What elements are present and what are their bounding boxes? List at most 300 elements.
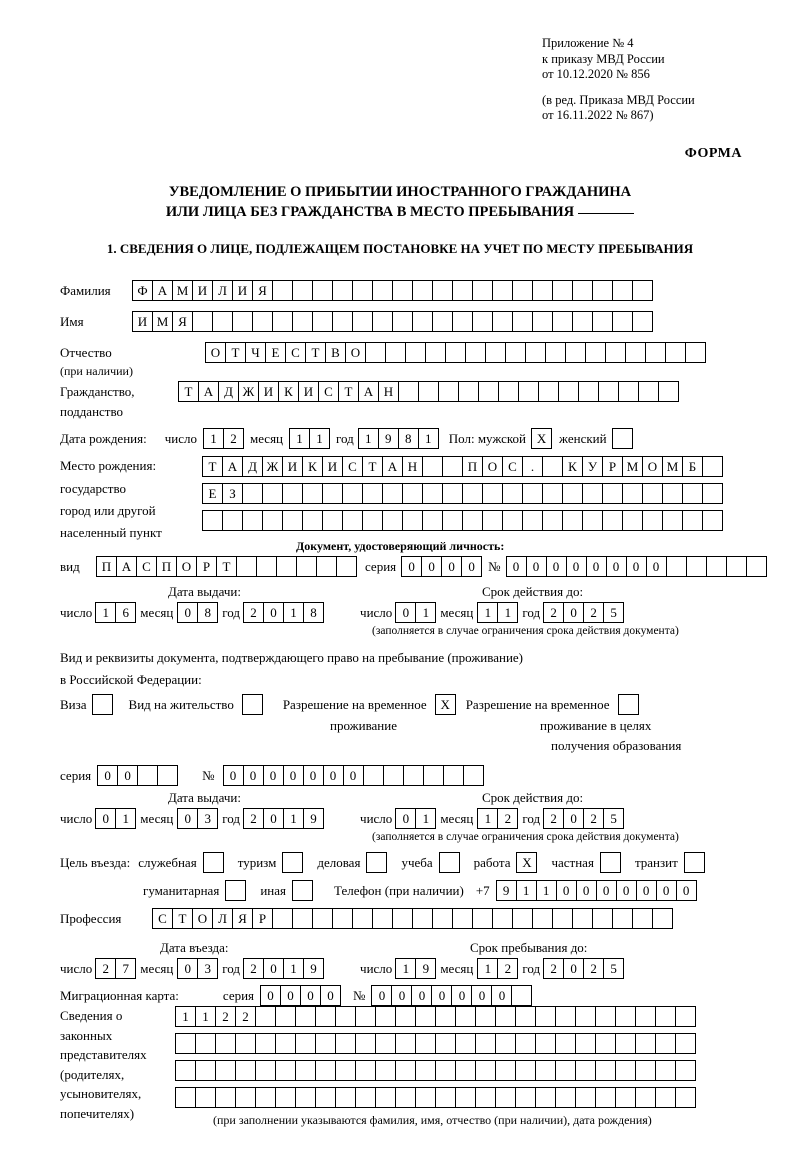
char-cell[interactable]: [442, 510, 463, 531]
char-cell[interactable]: 9: [415, 958, 436, 979]
sex-female-checkbox[interactable]: [612, 428, 633, 449]
char-cell[interactable]: [442, 456, 463, 477]
char-cell[interactable]: [592, 311, 613, 332]
char-cell[interactable]: И: [258, 381, 279, 402]
char-cell[interactable]: [392, 311, 413, 332]
char-cell[interactable]: [383, 765, 404, 786]
char-cell[interactable]: [422, 456, 443, 477]
char-cell[interactable]: [575, 1033, 596, 1054]
char-cell[interactable]: 0: [95, 808, 116, 829]
char-cell[interactable]: [662, 483, 683, 504]
char-cell[interactable]: Л: [212, 280, 233, 301]
migration-card-series-input[interactable]: [260, 985, 341, 1006]
char-cell[interactable]: [555, 1060, 576, 1081]
permit-number-input[interactable]: [223, 765, 484, 786]
char-cell[interactable]: [292, 311, 313, 332]
char-cell[interactable]: Ж: [262, 456, 283, 477]
char-cell[interactable]: [445, 342, 466, 363]
char-cell[interactable]: [602, 510, 623, 531]
char-cell[interactable]: 0: [263, 602, 284, 623]
char-cell[interactable]: М: [622, 456, 643, 477]
char-cell[interactable]: [575, 1087, 596, 1108]
char-cell[interactable]: Т: [178, 381, 199, 402]
char-cell[interactable]: [592, 908, 613, 929]
char-cell[interactable]: 1: [477, 958, 498, 979]
char-cell[interactable]: [332, 280, 353, 301]
char-cell[interactable]: [395, 1006, 416, 1027]
char-cell[interactable]: [655, 1060, 676, 1081]
entry-purpose-checkbox-иная[interactable]: [292, 880, 313, 901]
char-cell[interactable]: 2: [583, 808, 604, 829]
char-cell[interactable]: 0: [556, 880, 577, 901]
char-cell[interactable]: [615, 1060, 636, 1081]
char-cell[interactable]: [675, 1060, 696, 1081]
char-cell[interactable]: Н: [378, 381, 399, 402]
char-cell[interactable]: [157, 765, 178, 786]
char-cell[interactable]: [215, 1033, 236, 1054]
char-cell[interactable]: [582, 483, 603, 504]
identity-issue-month-input[interactable]: [177, 602, 218, 623]
char-cell[interactable]: М: [152, 311, 173, 332]
char-cell[interactable]: 2: [243, 808, 264, 829]
char-cell[interactable]: [175, 1087, 196, 1108]
char-cell[interactable]: И: [132, 311, 153, 332]
char-cell[interactable]: 1: [477, 602, 498, 623]
char-cell[interactable]: С: [152, 908, 173, 929]
entry-purpose-checkbox-работа[interactable]: X: [516, 852, 537, 873]
char-cell[interactable]: [302, 510, 323, 531]
char-cell[interactable]: 9: [496, 880, 517, 901]
char-cell[interactable]: [332, 908, 353, 929]
char-cell[interactable]: [535, 1006, 556, 1027]
char-cell[interactable]: [435, 1087, 456, 1108]
char-cell[interactable]: 0: [260, 985, 281, 1006]
char-cell[interactable]: [415, 1006, 436, 1027]
char-cell[interactable]: 9: [303, 808, 324, 829]
char-cell[interactable]: [615, 1033, 636, 1054]
char-cell[interactable]: [515, 1006, 536, 1027]
char-cell[interactable]: [485, 342, 506, 363]
char-cell[interactable]: [618, 381, 639, 402]
char-cell[interactable]: [276, 556, 297, 577]
char-cell[interactable]: [362, 483, 383, 504]
stay-day-input[interactable]: [395, 958, 436, 979]
char-cell[interactable]: [355, 1033, 376, 1054]
char-cell[interactable]: 1: [536, 880, 557, 901]
char-cell[interactable]: [635, 1087, 656, 1108]
char-cell[interactable]: [455, 1087, 476, 1108]
char-cell[interactable]: [405, 342, 426, 363]
char-cell[interactable]: 2: [583, 602, 604, 623]
char-cell[interactable]: [315, 1006, 336, 1027]
char-cell[interactable]: [275, 1033, 296, 1054]
char-cell[interactable]: [512, 908, 533, 929]
char-cell[interactable]: [495, 1087, 516, 1108]
char-cell[interactable]: [535, 1087, 556, 1108]
char-cell[interactable]: 8: [303, 602, 324, 623]
char-cell[interactable]: [435, 1060, 456, 1081]
char-cell[interactable]: [632, 280, 653, 301]
char-cell[interactable]: 1: [95, 602, 116, 623]
char-cell[interactable]: [137, 765, 158, 786]
identity-valid-day-input[interactable]: [395, 602, 436, 623]
char-cell[interactable]: [395, 1060, 416, 1081]
representatives-input-3[interactable]: [175, 1060, 696, 1081]
char-cell[interactable]: [335, 1033, 356, 1054]
char-cell[interactable]: 0: [676, 880, 697, 901]
char-cell[interactable]: 0: [506, 556, 527, 577]
permit-issue-day-input[interactable]: [95, 808, 136, 829]
char-cell[interactable]: [355, 1087, 376, 1108]
char-cell[interactable]: [342, 510, 363, 531]
char-cell[interactable]: П: [96, 556, 117, 577]
char-cell[interactable]: [312, 280, 333, 301]
char-cell[interactable]: [522, 510, 543, 531]
char-cell[interactable]: [478, 381, 499, 402]
char-cell[interactable]: 0: [656, 880, 677, 901]
char-cell[interactable]: [272, 908, 293, 929]
char-cell[interactable]: Т: [225, 342, 246, 363]
char-cell[interactable]: 1: [395, 958, 416, 979]
birth-year-input[interactable]: [358, 428, 439, 449]
char-cell[interactable]: 0: [471, 985, 492, 1006]
char-cell[interactable]: [595, 1060, 616, 1081]
char-cell[interactable]: [655, 1087, 676, 1108]
char-cell[interactable]: [655, 1033, 676, 1054]
char-cell[interactable]: 7: [115, 958, 136, 979]
char-cell[interactable]: [275, 1006, 296, 1027]
char-cell[interactable]: 0: [563, 602, 584, 623]
char-cell[interactable]: [482, 483, 503, 504]
char-cell[interactable]: [195, 1060, 216, 1081]
char-cell[interactable]: 0: [451, 985, 472, 1006]
identity-number-input[interactable]: [506, 556, 767, 577]
char-cell[interactable]: [365, 342, 386, 363]
char-cell[interactable]: .: [522, 456, 543, 477]
char-cell[interactable]: 1: [497, 602, 518, 623]
char-cell[interactable]: 2: [543, 602, 564, 623]
birth-month-input[interactable]: [289, 428, 330, 449]
char-cell[interactable]: 0: [526, 556, 547, 577]
char-cell[interactable]: [212, 311, 233, 332]
char-cell[interactable]: Д: [242, 456, 263, 477]
char-cell[interactable]: 5: [603, 808, 624, 829]
char-cell[interactable]: [415, 1087, 436, 1108]
char-cell[interactable]: О: [205, 342, 226, 363]
sex-male-checkbox[interactable]: X: [531, 428, 552, 449]
char-cell[interactable]: 0: [616, 880, 637, 901]
char-cell[interactable]: А: [358, 381, 379, 402]
char-cell[interactable]: [342, 483, 363, 504]
char-cell[interactable]: [385, 342, 406, 363]
char-cell[interactable]: [275, 1060, 296, 1081]
char-cell[interactable]: 0: [300, 985, 321, 1006]
char-cell[interactable]: [542, 510, 563, 531]
char-cell[interactable]: [595, 1087, 616, 1108]
char-cell[interactable]: 0: [283, 765, 304, 786]
char-cell[interactable]: [475, 1087, 496, 1108]
char-cell[interactable]: 0: [323, 765, 344, 786]
birthplace-input-2[interactable]: [202, 483, 723, 504]
char-cell[interactable]: [255, 1006, 276, 1027]
entry-year-input[interactable]: [243, 958, 324, 979]
char-cell[interactable]: [655, 1006, 676, 1027]
char-cell[interactable]: [686, 556, 707, 577]
char-cell[interactable]: [555, 1006, 576, 1027]
char-cell[interactable]: [532, 908, 553, 929]
char-cell[interactable]: П: [156, 556, 177, 577]
char-cell[interactable]: А: [152, 280, 173, 301]
char-cell[interactable]: [572, 311, 593, 332]
permit-valid-day-input[interactable]: [395, 808, 436, 829]
char-cell[interactable]: [612, 908, 633, 929]
char-cell[interactable]: 0: [177, 958, 198, 979]
char-cell[interactable]: [442, 483, 463, 504]
char-cell[interactable]: [482, 510, 503, 531]
char-cell[interactable]: [312, 908, 333, 929]
entry-purpose-checkbox-туризм[interactable]: [282, 852, 303, 873]
char-cell[interactable]: К: [562, 456, 583, 477]
char-cell[interactable]: [505, 342, 526, 363]
char-cell[interactable]: [372, 311, 393, 332]
char-cell[interactable]: [612, 311, 633, 332]
char-cell[interactable]: 0: [371, 985, 392, 1006]
char-cell[interactable]: 1: [203, 428, 224, 449]
char-cell[interactable]: [232, 311, 253, 332]
char-cell[interactable]: О: [345, 342, 366, 363]
char-cell[interactable]: [558, 381, 579, 402]
char-cell[interactable]: [315, 1060, 336, 1081]
char-cell[interactable]: [382, 510, 403, 531]
char-cell[interactable]: [552, 280, 573, 301]
char-cell[interactable]: 0: [566, 556, 587, 577]
char-cell[interactable]: [535, 1033, 556, 1054]
char-cell[interactable]: [375, 1087, 396, 1108]
char-cell[interactable]: [175, 1060, 196, 1081]
char-cell[interactable]: [642, 510, 663, 531]
char-cell[interactable]: И: [322, 456, 343, 477]
char-cell[interactable]: [658, 381, 679, 402]
char-cell[interactable]: К: [278, 381, 299, 402]
char-cell[interactable]: В: [325, 342, 346, 363]
char-cell[interactable]: [252, 311, 273, 332]
char-cell[interactable]: [425, 342, 446, 363]
char-cell[interactable]: [262, 483, 283, 504]
char-cell[interactable]: [403, 765, 424, 786]
char-cell[interactable]: П: [462, 456, 483, 477]
char-cell[interactable]: [415, 1060, 436, 1081]
char-cell[interactable]: О: [176, 556, 197, 577]
char-cell[interactable]: [235, 1087, 256, 1108]
char-cell[interactable]: [455, 1060, 476, 1081]
char-cell[interactable]: [615, 1006, 636, 1027]
char-cell[interactable]: Ф: [132, 280, 153, 301]
char-cell[interactable]: [492, 908, 513, 929]
char-cell[interactable]: 0: [177, 808, 198, 829]
char-cell[interactable]: [682, 510, 703, 531]
char-cell[interactable]: 1: [283, 958, 304, 979]
char-cell[interactable]: [335, 1087, 356, 1108]
char-cell[interactable]: [256, 556, 277, 577]
char-cell[interactable]: 0: [401, 556, 422, 577]
char-cell[interactable]: [635, 1033, 656, 1054]
char-cell[interactable]: [632, 908, 653, 929]
char-cell[interactable]: [375, 1006, 396, 1027]
migration-card-number-input[interactable]: [371, 985, 532, 1006]
char-cell[interactable]: [255, 1060, 276, 1081]
char-cell[interactable]: [542, 456, 563, 477]
char-cell[interactable]: [685, 342, 706, 363]
char-cell[interactable]: [502, 510, 523, 531]
char-cell[interactable]: [702, 456, 723, 477]
char-cell[interactable]: [432, 908, 453, 929]
char-cell[interactable]: [222, 510, 243, 531]
char-cell[interactable]: [495, 1060, 516, 1081]
char-cell[interactable]: [316, 556, 337, 577]
char-cell[interactable]: [295, 1033, 316, 1054]
char-cell[interactable]: [195, 1087, 216, 1108]
char-cell[interactable]: 0: [303, 765, 324, 786]
char-cell[interactable]: [296, 556, 317, 577]
stay-year-input[interactable]: [543, 958, 624, 979]
char-cell[interactable]: 0: [576, 880, 597, 901]
char-cell[interactable]: [605, 342, 626, 363]
char-cell[interactable]: [402, 510, 423, 531]
char-cell[interactable]: [392, 908, 413, 929]
char-cell[interactable]: [455, 1033, 476, 1054]
char-cell[interactable]: [512, 280, 533, 301]
char-cell[interactable]: [475, 1006, 496, 1027]
char-cell[interactable]: [495, 1006, 516, 1027]
patronymic-input[interactable]: [205, 342, 706, 363]
char-cell[interactable]: О: [642, 456, 663, 477]
char-cell[interactable]: [532, 280, 553, 301]
char-cell[interactable]: М: [662, 456, 683, 477]
char-cell[interactable]: [255, 1033, 276, 1054]
char-cell[interactable]: [355, 1060, 376, 1081]
char-cell[interactable]: [375, 1033, 396, 1054]
char-cell[interactable]: 1: [516, 880, 537, 901]
char-cell[interactable]: [582, 510, 603, 531]
char-cell[interactable]: [195, 1033, 216, 1054]
char-cell[interactable]: И: [232, 280, 253, 301]
char-cell[interactable]: А: [382, 456, 403, 477]
char-cell[interactable]: 2: [243, 602, 264, 623]
char-cell[interactable]: [702, 483, 723, 504]
char-cell[interactable]: [235, 1060, 256, 1081]
char-cell[interactable]: [625, 342, 646, 363]
char-cell[interactable]: 0: [646, 556, 667, 577]
char-cell[interactable]: [622, 483, 643, 504]
char-cell[interactable]: [552, 311, 573, 332]
visa-checkbox[interactable]: [92, 694, 113, 715]
char-cell[interactable]: [322, 483, 343, 504]
char-cell[interactable]: 0: [97, 765, 118, 786]
char-cell[interactable]: [472, 908, 493, 929]
char-cell[interactable]: И: [282, 456, 303, 477]
char-cell[interactable]: 2: [95, 958, 116, 979]
char-cell[interactable]: [422, 483, 443, 504]
char-cell[interactable]: [282, 483, 303, 504]
char-cell[interactable]: [395, 1033, 416, 1054]
char-cell[interactable]: 1: [477, 808, 498, 829]
char-cell[interactable]: [435, 1033, 456, 1054]
char-cell[interactable]: 8: [398, 428, 419, 449]
char-cell[interactable]: [412, 311, 433, 332]
char-cell[interactable]: [292, 908, 313, 929]
char-cell[interactable]: 0: [626, 556, 647, 577]
char-cell[interactable]: [315, 1087, 336, 1108]
char-cell[interactable]: [552, 908, 573, 929]
char-cell[interactable]: 0: [606, 556, 627, 577]
citizenship-input[interactable]: [178, 381, 679, 402]
char-cell[interactable]: [315, 1033, 336, 1054]
char-cell[interactable]: [555, 1033, 576, 1054]
char-cell[interactable]: [746, 556, 767, 577]
char-cell[interactable]: Р: [196, 556, 217, 577]
permit-issue-month-input[interactable]: [177, 808, 218, 829]
char-cell[interactable]: [472, 311, 493, 332]
char-cell[interactable]: [412, 280, 433, 301]
char-cell[interactable]: [502, 483, 523, 504]
char-cell[interactable]: С: [136, 556, 157, 577]
char-cell[interactable]: [463, 765, 484, 786]
char-cell[interactable]: Т: [305, 342, 326, 363]
char-cell[interactable]: [452, 311, 473, 332]
char-cell[interactable]: 0: [263, 958, 284, 979]
profession-input[interactable]: [152, 908, 673, 929]
char-cell[interactable]: Н: [402, 456, 423, 477]
char-cell[interactable]: Д: [218, 381, 239, 402]
char-cell[interactable]: [535, 1060, 556, 1081]
char-cell[interactable]: 2: [215, 1006, 236, 1027]
char-cell[interactable]: 0: [431, 985, 452, 1006]
char-cell[interactable]: 0: [263, 765, 284, 786]
char-cell[interactable]: 2: [243, 958, 264, 979]
char-cell[interactable]: [392, 280, 413, 301]
char-cell[interactable]: 0: [177, 602, 198, 623]
char-cell[interactable]: Л: [212, 908, 233, 929]
char-cell[interactable]: 9: [378, 428, 399, 449]
char-cell[interactable]: [395, 1087, 416, 1108]
char-cell[interactable]: 3: [197, 958, 218, 979]
char-cell[interactable]: Т: [362, 456, 383, 477]
char-cell[interactable]: О: [482, 456, 503, 477]
char-cell[interactable]: 1: [115, 808, 136, 829]
char-cell[interactable]: [362, 510, 383, 531]
surname-input[interactable]: [132, 280, 653, 301]
char-cell[interactable]: Т: [216, 556, 237, 577]
char-cell[interactable]: [612, 280, 633, 301]
char-cell[interactable]: [635, 1060, 656, 1081]
char-cell[interactable]: С: [318, 381, 339, 402]
char-cell[interactable]: Я: [252, 280, 273, 301]
char-cell[interactable]: С: [285, 342, 306, 363]
identity-kind-input[interactable]: [96, 556, 357, 577]
char-cell[interactable]: 0: [586, 556, 607, 577]
char-cell[interactable]: [295, 1060, 316, 1081]
name-input[interactable]: [132, 311, 653, 332]
char-cell[interactable]: [352, 908, 373, 929]
entry-purpose-checkbox-частная[interactable]: [600, 852, 621, 873]
char-cell[interactable]: [215, 1060, 236, 1081]
char-cell[interactable]: 5: [603, 958, 624, 979]
char-cell[interactable]: [662, 510, 683, 531]
char-cell[interactable]: [192, 311, 213, 332]
char-cell[interactable]: [242, 510, 263, 531]
char-cell[interactable]: Б: [682, 456, 703, 477]
char-cell[interactable]: М: [172, 280, 193, 301]
